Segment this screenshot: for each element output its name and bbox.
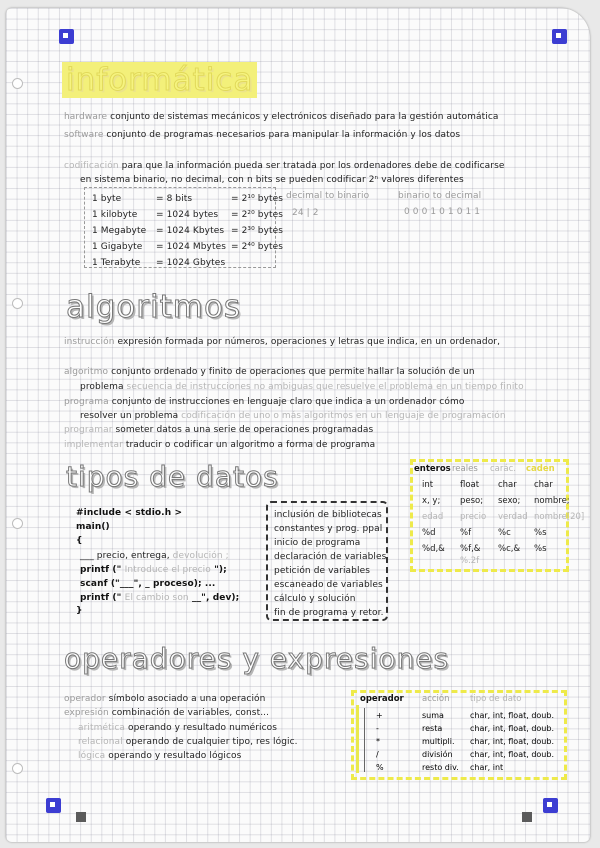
bytes-power: = 2³⁰ bytes: [231, 226, 284, 236]
operator-row: [376, 709, 561, 722]
operator-header: tipo de dato: [470, 694, 522, 704]
term-aritmetica: aritmética: [78, 723, 126, 733]
type-cell: %s: [534, 544, 547, 554]
operator-cell: /: [376, 750, 379, 759]
def-algoritmo: conjunto ordenado y finito de operaciones que permite hallar la solución de un: [111, 367, 475, 377]
term-probar: programar: [64, 425, 113, 435]
bytes-row: 1 Terabyte: [92, 258, 141, 268]
punch-hole: [12, 763, 23, 774]
heading-decimal-to-binario: decimal to binario: [286, 191, 370, 201]
bytes-value: = 1024 Mbytes: [156, 242, 227, 252]
program-steps-list: [274, 508, 386, 620]
bytes-value: = 8 bits: [156, 194, 193, 204]
type-cell: %c: [498, 528, 511, 538]
operator-cell: char, int, float, doub.: [470, 711, 554, 720]
bytes-value-column: [156, 191, 226, 271]
heading-binario-to-decimal: binario to decimal: [398, 191, 482, 201]
program-step: constantes y prog. ppal: [274, 524, 383, 534]
type-cell: nombre[20]: [534, 512, 585, 522]
term-programa: programa: [64, 397, 109, 407]
term-operador: operador: [64, 694, 106, 704]
operator-cell: +: [376, 711, 383, 720]
code-text: printf (": [80, 593, 122, 603]
operator-cell: división: [422, 750, 453, 759]
def-aritmetica-text: operando y resultado numéricos: [128, 723, 278, 733]
def-implementar-text: traducir o codificar un algoritmo a forma de programa: [125, 440, 376, 450]
bytes-row: 1 byte: [92, 194, 122, 204]
arrow-down-icon: [364, 708, 365, 772]
type-cell: %f,&: [460, 544, 481, 554]
def-relacional: [78, 737, 298, 747]
def-resolver: [80, 411, 506, 421]
bytes-table: [92, 191, 146, 271]
code-text: printf (": [80, 565, 122, 575]
program-step: declaración de variables: [274, 552, 387, 562]
type-cell: sexo;: [498, 496, 521, 506]
type-cell: %d: [422, 528, 436, 538]
term-relacional: relacional: [78, 737, 123, 747]
def-expresion: [64, 708, 269, 718]
operator-header: acción: [422, 694, 450, 704]
code-comment: Introduce el precio: [124, 565, 211, 575]
code-line: [80, 593, 239, 603]
term-implementar: implementar: [64, 440, 123, 450]
data-types-row: [414, 480, 564, 490]
code-line: main(): [76, 522, 110, 532]
operator-cell: -: [376, 724, 379, 733]
square-marker: [522, 812, 532, 822]
type-cell: float: [460, 480, 480, 490]
term-expresion: expresión: [64, 708, 109, 718]
program-step: escaneado de variables: [274, 580, 383, 590]
program-step: inicio de programa: [274, 538, 361, 548]
code-text: ___ precio, entrega,: [80, 551, 170, 561]
operator-cell: suma: [422, 711, 444, 720]
conversion-right-sample: 0 0 0 1 0 1 0 1 1: [404, 207, 481, 217]
code-line: [80, 551, 229, 561]
operator-cell: %: [376, 763, 384, 772]
def-problema: [80, 382, 524, 392]
type-cell: precio: [460, 512, 487, 522]
code-text: ");: [214, 565, 227, 575]
operators-table: [360, 694, 565, 704]
def-resolver-text: codificación de uno o más algoritmos en un lenguaje de programación: [181, 411, 506, 421]
code-line: [80, 565, 227, 575]
bytes-power: = 2²⁰ bytes: [231, 210, 284, 220]
def-instruccion: expresión formada por números, operaciones y letras que indica, en un ordenador,: [117, 337, 501, 347]
type-cell: nombre;: [534, 496, 570, 506]
type-header: reales: [452, 464, 478, 474]
code-text: __", dev);: [191, 593, 240, 603]
bytes-value: = 1024 Gbytes: [156, 258, 226, 268]
def-logica-text: operando y resultado lógicos: [108, 751, 242, 761]
term-algoritmo: algoritmo: [64, 367, 109, 377]
operator-cell: *: [376, 737, 380, 746]
program-step: fin de programa y retor.: [274, 608, 384, 618]
operators-rows: [376, 709, 561, 774]
type-cell: char: [498, 480, 517, 490]
square-marker: [76, 812, 86, 822]
type-header: enteros: [414, 464, 451, 474]
def-relacional-text: operando de cualquier tipo, res lógic.: [125, 737, 298, 747]
def-instruccion-1: [64, 337, 500, 347]
type-cell: char: [534, 480, 553, 490]
term-logica: lógica: [78, 751, 106, 761]
type-cell: %d,&: [422, 544, 445, 554]
def-implementar: [64, 440, 375, 450]
def-probar: [64, 425, 373, 435]
operator-header: operador: [360, 694, 404, 704]
def-algoritmo-1: [64, 367, 475, 377]
punch-hole: [12, 298, 23, 309]
type-note: %.2f: [460, 556, 480, 566]
def-logica: [78, 751, 241, 761]
program-step: petición de variables: [274, 566, 371, 576]
operator-cell: char, int: [470, 763, 504, 772]
program-step: cálculo y solución: [274, 594, 356, 604]
operator-cell: resto div.: [422, 763, 459, 772]
punch-hole: [12, 78, 23, 89]
operator-row: [376, 748, 561, 761]
corner-marker-top-left: [59, 29, 74, 44]
type-cell: %c,&: [498, 544, 521, 554]
type-cell: peso;: [460, 496, 484, 506]
corner-marker-bottom-left: [46, 798, 61, 813]
bytes-power-column: [231, 191, 283, 255]
bytes-row: 1 Megabyte: [92, 226, 147, 236]
bytes-value: = 1024 Kbytes: [156, 226, 225, 236]
highlight-bar: [356, 705, 359, 773]
bytes-power: = 2⁴⁰ bytes: [231, 242, 284, 252]
data-types-row: [414, 512, 585, 522]
operator-cell: multipli.: [422, 737, 455, 746]
term-codificacion: codificación: [64, 161, 119, 171]
def-problema-text: secuencia de instrucciones no ambiguas que resuelve el problema en un tiempo finito: [126, 382, 524, 392]
type-cell: edad: [422, 512, 444, 522]
data-types-row: [414, 544, 564, 554]
type-cell: %s: [534, 528, 547, 538]
data-types-table: [414, 464, 585, 566]
def-codificacion-1: para que la información pueda ser tratada por los ordenadores debe de codificarse: [121, 161, 505, 171]
punch-hole: [12, 518, 23, 529]
operator-row: [376, 735, 561, 748]
operator-cell: resta: [422, 724, 443, 733]
title-algoritmos: algoritmos: [66, 289, 242, 325]
type-cell: int: [422, 480, 434, 490]
code-comment: El cambio son: [124, 593, 189, 603]
bytes-power: = 2¹⁰ bytes: [231, 194, 284, 204]
operators-header-row: [360, 694, 565, 704]
type-header: caden: [526, 464, 555, 474]
def-hardware: conjunto de sistemas mecánicos y electrónicos diseñado para la gestión automática: [110, 112, 499, 122]
corner-marker-top-right: [552, 29, 567, 44]
code-line: }: [76, 606, 83, 616]
term-hardware: hardware: [64, 112, 108, 122]
code-comment: devolución ;: [172, 551, 229, 561]
bytes-value: = 1024 bytes: [156, 210, 219, 220]
operator-row: [376, 722, 561, 735]
term-software: software: [64, 130, 104, 140]
operator-cell: char, int, float, doub.: [470, 724, 554, 733]
data-types-row: [414, 496, 570, 506]
term-problema: problema: [80, 382, 124, 392]
def-aritmetica: [78, 723, 277, 733]
def-programa: conjunto de instrucciones en lenguaje claro que indica a un ordenador cómo: [111, 397, 465, 407]
bytes-row: 1 Gigabyte: [92, 242, 143, 252]
def-operador: [64, 694, 265, 704]
title-tipos-de-datos: tipos de datos: [66, 460, 279, 493]
type-cell: x, y;: [422, 496, 441, 506]
code-line: {: [76, 536, 83, 546]
def-probar-text: someter datos a una serie de operaciones programadas: [115, 425, 374, 435]
notebook-page: [6, 8, 590, 842]
operator-cell: char, int, float, doub.: [470, 750, 554, 759]
corner-marker-bottom-right: [543, 798, 558, 813]
def-programa-1: [64, 397, 464, 407]
data-types-row: [414, 528, 564, 538]
code-line: scanf ("___", _ proceso); ...: [80, 579, 216, 589]
title-informatica: informática: [62, 62, 257, 98]
type-cell: %f: [460, 528, 472, 538]
title-operadores-y-expresiones: operadores y expresiones: [64, 642, 450, 675]
def-operador-text: símbolo asociado a una operación: [108, 694, 266, 704]
term-instruccion: instrucción: [64, 337, 115, 347]
def-codificacion-2: en sistema binario, no decimal, con n bits se pueden codificar 2ⁿ valores diferentes: [80, 175, 464, 185]
conversion-left-sample: 24 | 2: [292, 208, 319, 218]
def-expresion-text: combinación de variables, const...: [111, 708, 270, 718]
term-resolver: resolver un problema: [80, 411, 179, 421]
operator-row: [376, 761, 561, 774]
code-line: #include < stdio.h >: [76, 508, 183, 518]
type-header: carác.: [490, 464, 516, 474]
operator-cell: char, int, float, doub.: [470, 737, 554, 746]
bytes-row: 1 kilobyte: [92, 210, 138, 220]
type-cell: verdad: [498, 512, 528, 522]
data-types-header-row: [414, 464, 564, 474]
def-software: conjunto de programas necesarios para manipular la información y los datos: [106, 130, 461, 140]
program-step: inclusión de bibliotecas: [274, 510, 382, 520]
